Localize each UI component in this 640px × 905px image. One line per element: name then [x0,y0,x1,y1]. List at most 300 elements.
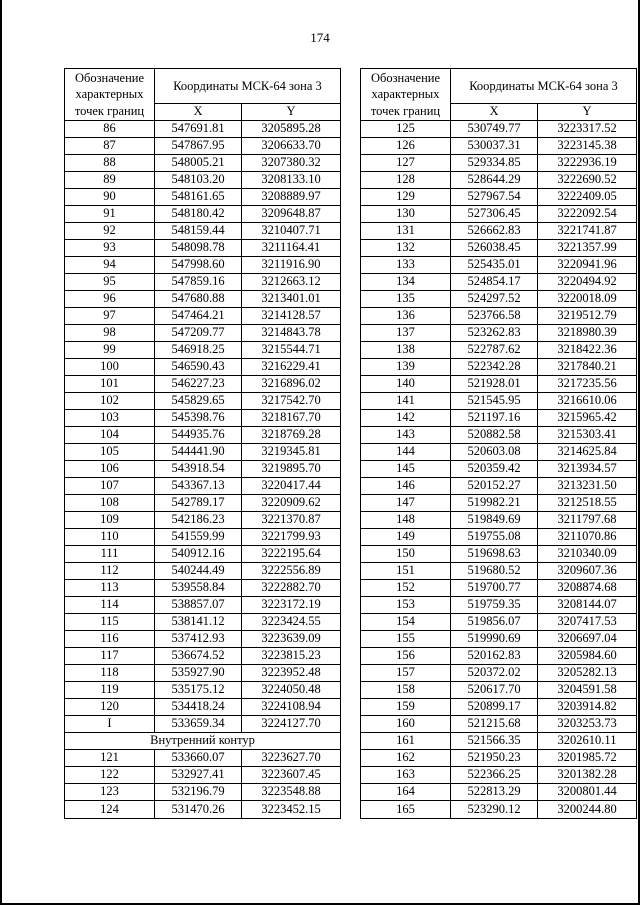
point-id-cell: 99 [65,341,155,358]
table-row [65,461,341,478]
y-value-cell: 3214128.57 [242,307,341,324]
table-row [65,154,341,171]
point-id-cell: 152 [361,580,451,597]
x-value-cell: 547859.16 [155,273,242,290]
x-value-cell: 543918.54 [155,461,242,478]
point-id-cell: 94 [65,256,155,273]
x-value-cell: 523262.83 [451,324,538,341]
x-value-cell: 545829.65 [155,393,242,410]
x-value-cell: 542186.23 [155,512,242,529]
table-row [65,171,341,188]
point-id-cell: 140 [361,375,451,392]
y-value-cell: 3211797.68 [538,512,637,529]
y-value-cell: 3217542.70 [242,393,341,410]
y-value-cell: 3222195.64 [242,546,341,563]
point-id-cell: 108 [65,495,155,512]
point-id-cell: 142 [361,410,451,427]
point-id-cell: 100 [65,358,155,375]
table-row [65,682,341,699]
point-id-cell: 113 [65,580,155,597]
table-body [361,120,637,818]
table-row [65,767,341,784]
inner-contour-label: Внутренний контур [65,733,341,750]
y-value-cell: 3203253.73 [538,716,637,733]
point-id-cell: 92 [65,222,155,239]
x-value-cell: 547464.21 [155,307,242,324]
table-row [65,137,341,154]
table-row [361,444,637,461]
coordinates-table-right [360,68,637,819]
table-row [361,512,637,529]
table-row [361,205,637,222]
table-row [361,597,637,614]
x-value-cell: 535175.12 [155,682,242,699]
table-row [65,529,341,546]
point-id-cell: 126 [361,137,451,154]
y-value-cell: 3220494.92 [538,273,637,290]
y-value-cell: 3204591.58 [538,682,637,699]
y-value-cell: 3212663.12 [242,273,341,290]
table-row [65,444,341,461]
x-value-cell: 547209.77 [155,324,242,341]
point-id-cell: 160 [361,716,451,733]
table-row [361,290,637,307]
point-id-cell: 104 [65,427,155,444]
table-row [65,375,341,392]
table-row [65,597,341,614]
point-id-cell: 107 [65,478,155,495]
x-value-cell: 544441.90 [155,444,242,461]
point-id-cell: 132 [361,239,451,256]
page-number: 174 [310,30,330,45]
x-value-cell: 521950.23 [451,750,538,767]
y-value-cell: 3213401.01 [242,290,341,307]
point-id-cell: 159 [361,699,451,716]
y-value-cell: 3213934.57 [538,461,637,478]
x-value-cell: 523290.12 [451,801,538,818]
point-id-cell: 124 [65,801,155,818]
table-row [361,324,637,341]
y-value-cell: 3201382.28 [538,767,637,784]
x-value-cell: 533660.07 [155,750,242,767]
y-value-cell: 3214843.78 [242,324,341,341]
x-value-cell: 519680.52 [451,563,538,580]
x-value-cell: 529334.85 [451,154,538,171]
x-value-cell: 539558.84 [155,580,242,597]
y-value-cell: 3201985.72 [538,750,637,767]
point-id-cell: 158 [361,682,451,699]
point-id-cell: 137 [361,324,451,341]
table-row [361,120,637,137]
x-value-cell: 520899.17 [451,699,538,716]
y-column-header: Y [242,103,341,120]
y-value-cell: 3223639.09 [242,631,341,648]
y-value-cell: 3219345.81 [242,444,341,461]
table-row [65,222,341,239]
x-value-cell: 526662.83 [451,222,538,239]
y-value-cell: 3203914.82 [538,699,637,716]
x-value-cell: 547998.60 [155,256,242,273]
point-id-cell: 89 [65,171,155,188]
table-row [361,631,637,648]
point-id-cell: 143 [361,427,451,444]
y-value-cell: 3213231.50 [538,478,637,495]
y-value-cell: 3218422.36 [538,341,637,358]
point-id-cell: 163 [361,767,451,784]
point-id-cell: 116 [65,631,155,648]
y-value-cell: 3218980.39 [538,324,637,341]
y-value-cell: 3222936.19 [538,154,637,171]
table-row [361,682,637,699]
y-value-cell: 3208144.07 [538,597,637,614]
y-value-cell: 3202610.11 [538,733,637,750]
x-value-cell: 547691.81 [155,120,242,137]
y-value-cell: 3216229.41 [242,358,341,375]
table-row [361,801,637,818]
x-value-cell: 519982.21 [451,495,538,512]
x-value-cell: 547867.95 [155,137,242,154]
y-value-cell: 3223172.19 [242,597,341,614]
x-value-cell: 522366.25 [451,767,538,784]
point-id-cell: 149 [361,529,451,546]
table-row [65,699,341,716]
y-value-cell: 3212518.55 [538,495,637,512]
x-value-cell: 524297.52 [451,290,538,307]
point-id-cell: 148 [361,512,451,529]
y-value-cell: 3220018.09 [538,290,637,307]
table-row [361,733,637,750]
y-value-cell: 3215303.41 [538,427,637,444]
point-id-cell: 161 [361,733,451,750]
point-id-cell: 139 [361,358,451,375]
x-value-cell: 519990.69 [451,631,538,648]
table-row [361,256,637,273]
y-value-cell: 3211164.41 [242,239,341,256]
x-value-cell: 536674.52 [155,648,242,665]
x-value-cell: 548103.20 [155,171,242,188]
y-value-cell: 3210407.71 [242,222,341,239]
point-id-cell: 98 [65,324,155,341]
y-value-cell: 3223627.70 [242,750,341,767]
table-row [361,358,637,375]
table-row [65,716,341,733]
table-row [361,222,637,239]
point-id-cell: 120 [65,699,155,716]
table-row [65,341,341,358]
y-value-cell: 3205895.28 [242,120,341,137]
point-id-cell: 97 [65,307,155,324]
table-row [361,563,637,580]
y-value-cell: 3215965.42 [538,410,637,427]
x-value-cell: 519700.77 [451,580,538,597]
y-value-cell: 3205984.60 [538,648,637,665]
y-value-cell: 3218769.28 [242,427,341,444]
table-header [65,69,341,121]
x-value-cell: 526038.45 [451,239,538,256]
table-row [65,239,341,256]
x-value-cell: 546918.25 [155,341,242,358]
y-value-cell: 3221370.87 [242,512,341,529]
table-row [65,512,341,529]
y-value-cell: 3219512.79 [538,307,637,324]
y-value-cell: 3206697.04 [538,631,637,648]
x-value-cell: 531470.26 [155,801,242,818]
table-row [65,750,341,767]
table-row [361,614,637,631]
y-value-cell: 3205282.13 [538,665,637,682]
x-value-cell: 521566.35 [451,733,538,750]
x-value-cell: 530037.31 [451,137,538,154]
y-value-cell: 3216610.06 [538,393,637,410]
table-body [65,120,341,818]
x-column-header: X [155,103,242,120]
x-value-cell: 540244.49 [155,563,242,580]
x-value-cell: 522787.62 [451,341,538,358]
point-id-cell: 110 [65,529,155,546]
table-row [65,733,341,750]
point-id-cell: 133 [361,256,451,273]
point-id-cell: 121 [65,750,155,767]
point-id-cell: 146 [361,478,451,495]
y-value-cell: 3208133.10 [242,171,341,188]
table-row [361,410,637,427]
point-id-cell: 153 [361,597,451,614]
y-value-cell: 3200801.44 [538,784,637,801]
table-row [65,801,341,818]
y-value-cell: 3208889.97 [242,188,341,205]
x-value-cell: 520359.42 [451,461,538,478]
x-value-cell: 530749.77 [451,120,538,137]
x-value-cell: 527306.45 [451,205,538,222]
table-row [65,358,341,375]
x-value-cell: 520882.58 [451,427,538,444]
y-value-cell: 3223424.55 [242,614,341,631]
points-column-header: Обозначение характерных точек границ [361,69,451,121]
y-value-cell: 3207417.53 [538,614,637,631]
x-value-cell: 521545.95 [451,393,538,410]
table-row [361,171,637,188]
point-id-cell: 103 [65,410,155,427]
x-value-cell: 541559.99 [155,529,242,546]
y-value-cell: 3211070.86 [538,529,637,546]
y-value-cell: 3222690.52 [538,171,637,188]
table-row [361,648,637,665]
x-value-cell: 519849.69 [451,512,538,529]
table-row [361,273,637,290]
point-id-cell: 135 [361,290,451,307]
x-value-cell: 533659.34 [155,716,242,733]
table-row [361,375,637,392]
x-value-cell: 520617.70 [451,682,538,699]
y-value-cell: 3224050.48 [242,682,341,699]
point-id-cell: 115 [65,614,155,631]
x-value-cell: 532927.41 [155,767,242,784]
x-value-cell: 548159.44 [155,222,242,239]
table-row [361,478,637,495]
point-id-cell: 86 [65,120,155,137]
y-value-cell: 3222882.70 [242,580,341,597]
y-value-cell: 3216896.02 [242,375,341,392]
point-id-cell: 165 [361,801,451,818]
y-value-cell: 3219895.70 [242,461,341,478]
x-value-cell: 546227.23 [155,375,242,392]
table-row [65,188,341,205]
point-id-cell: 129 [361,188,451,205]
point-id-cell: 138 [361,341,451,358]
table-row [361,495,637,512]
y-value-cell: 3217235.56 [538,375,637,392]
point-id-cell: 127 [361,154,451,171]
point-id-cell: I [65,716,155,733]
point-id-cell: 136 [361,307,451,324]
y-value-cell: 3222556.89 [242,563,341,580]
x-value-cell: 527967.54 [451,188,538,205]
y-value-cell: 3210340.09 [538,546,637,563]
point-id-cell: 119 [65,682,155,699]
table-row [65,393,341,410]
x-value-cell: 544935.76 [155,427,242,444]
x-value-cell: 524854.17 [451,273,538,290]
point-id-cell: 130 [361,205,451,222]
table-row [361,461,637,478]
table-row [65,273,341,290]
table-row [65,614,341,631]
coordinates-column-header: Координаты МСК-64 зона 3 [155,69,341,104]
point-id-cell: 145 [361,461,451,478]
point-id-cell: 102 [65,393,155,410]
y-value-cell: 3200244.80 [538,801,637,818]
y-value-cell: 3223607.45 [242,767,341,784]
point-id-cell: 91 [65,205,155,222]
x-value-cell: 523766.58 [451,307,538,324]
y-value-cell: 3223815.23 [242,648,341,665]
y-value-cell: 3223952.48 [242,665,341,682]
y-value-cell: 3224127.70 [242,716,341,733]
x-value-cell: 548098.78 [155,239,242,256]
table-row [361,393,637,410]
x-value-cell: 520603.08 [451,444,538,461]
table-row [65,307,341,324]
y-value-cell: 3221799.93 [242,529,341,546]
table-row [361,427,637,444]
y-value-cell: 3222092.54 [538,205,637,222]
y-value-cell: 3207380.32 [242,154,341,171]
table-row [65,410,341,427]
point-id-cell: 93 [65,239,155,256]
point-id-cell: 112 [65,563,155,580]
y-value-cell: 3223317.52 [538,120,637,137]
table-row [65,256,341,273]
table-row [361,188,637,205]
table-row [65,648,341,665]
x-value-cell: 519856.07 [451,614,538,631]
point-id-cell: 90 [65,188,155,205]
point-id-cell: 122 [65,767,155,784]
x-value-cell: 542789.17 [155,495,242,512]
x-value-cell: 540912.16 [155,546,242,563]
point-id-cell: 111 [65,546,155,563]
y-value-cell: 3217840.21 [538,358,637,375]
point-id-cell: 125 [361,120,451,137]
x-value-cell: 548005.21 [155,154,242,171]
point-id-cell: 155 [361,631,451,648]
point-id-cell: 105 [65,444,155,461]
coordinates-column-header: Координаты МСК-64 зона 3 [451,69,637,104]
table-row [65,631,341,648]
point-id-cell: 156 [361,648,451,665]
x-value-cell: 520162.83 [451,648,538,665]
y-value-cell: 3220909.62 [242,495,341,512]
table-row [361,716,637,733]
point-id-cell: 144 [361,444,451,461]
y-value-cell: 3208874.68 [538,580,637,597]
point-id-cell: 87 [65,137,155,154]
x-value-cell: 520152.27 [451,478,538,495]
table-row [65,546,341,563]
y-value-cell: 3220941.96 [538,256,637,273]
y-value-cell: 3223452.15 [242,801,341,818]
x-value-cell: 525435.01 [451,256,538,273]
point-id-cell: 134 [361,273,451,290]
x-value-cell: 521197.16 [451,410,538,427]
table-row [65,580,341,597]
point-id-cell: 141 [361,393,451,410]
x-value-cell: 537412.93 [155,631,242,648]
y-value-cell: 3221741.87 [538,222,637,239]
point-id-cell: 162 [361,750,451,767]
point-id-cell: 101 [65,375,155,392]
table-row [65,495,341,512]
point-id-cell: 147 [361,495,451,512]
x-value-cell: 538857.07 [155,597,242,614]
y-value-cell: 3224108.94 [242,699,341,716]
y-value-cell: 3214625.84 [538,444,637,461]
point-id-cell: 96 [65,290,155,307]
y-value-cell: 3222409.05 [538,188,637,205]
y-value-cell: 3220417.44 [242,478,341,495]
x-value-cell: 535927.90 [155,665,242,682]
x-value-cell: 528644.29 [451,171,538,188]
x-value-cell: 546590.43 [155,358,242,375]
x-value-cell: 547680.88 [155,290,242,307]
x-value-cell: 519698.63 [451,546,538,563]
point-id-cell: 154 [361,614,451,631]
table-row [65,324,341,341]
x-value-cell: 545398.76 [155,410,242,427]
y-value-cell: 3223145.38 [538,137,637,154]
table-row [361,750,637,767]
table-row [361,154,637,171]
x-value-cell: 548180.42 [155,205,242,222]
point-id-cell: 151 [361,563,451,580]
point-id-cell: 164 [361,784,451,801]
table-row [361,546,637,563]
point-id-cell: 109 [65,512,155,529]
point-id-cell: 106 [65,461,155,478]
point-id-cell: 114 [65,597,155,614]
points-column-header: Обозначение характерных точек границ [65,69,155,121]
table-header [361,69,637,121]
x-value-cell: 521215.68 [451,716,538,733]
table-row [65,205,341,222]
table-row [65,563,341,580]
point-id-cell: 157 [361,665,451,682]
x-column-header: X [451,103,538,120]
y-value-cell: 3209648.87 [242,205,341,222]
table-row [65,478,341,495]
y-value-cell: 3206633.70 [242,137,341,154]
table-row [65,290,341,307]
